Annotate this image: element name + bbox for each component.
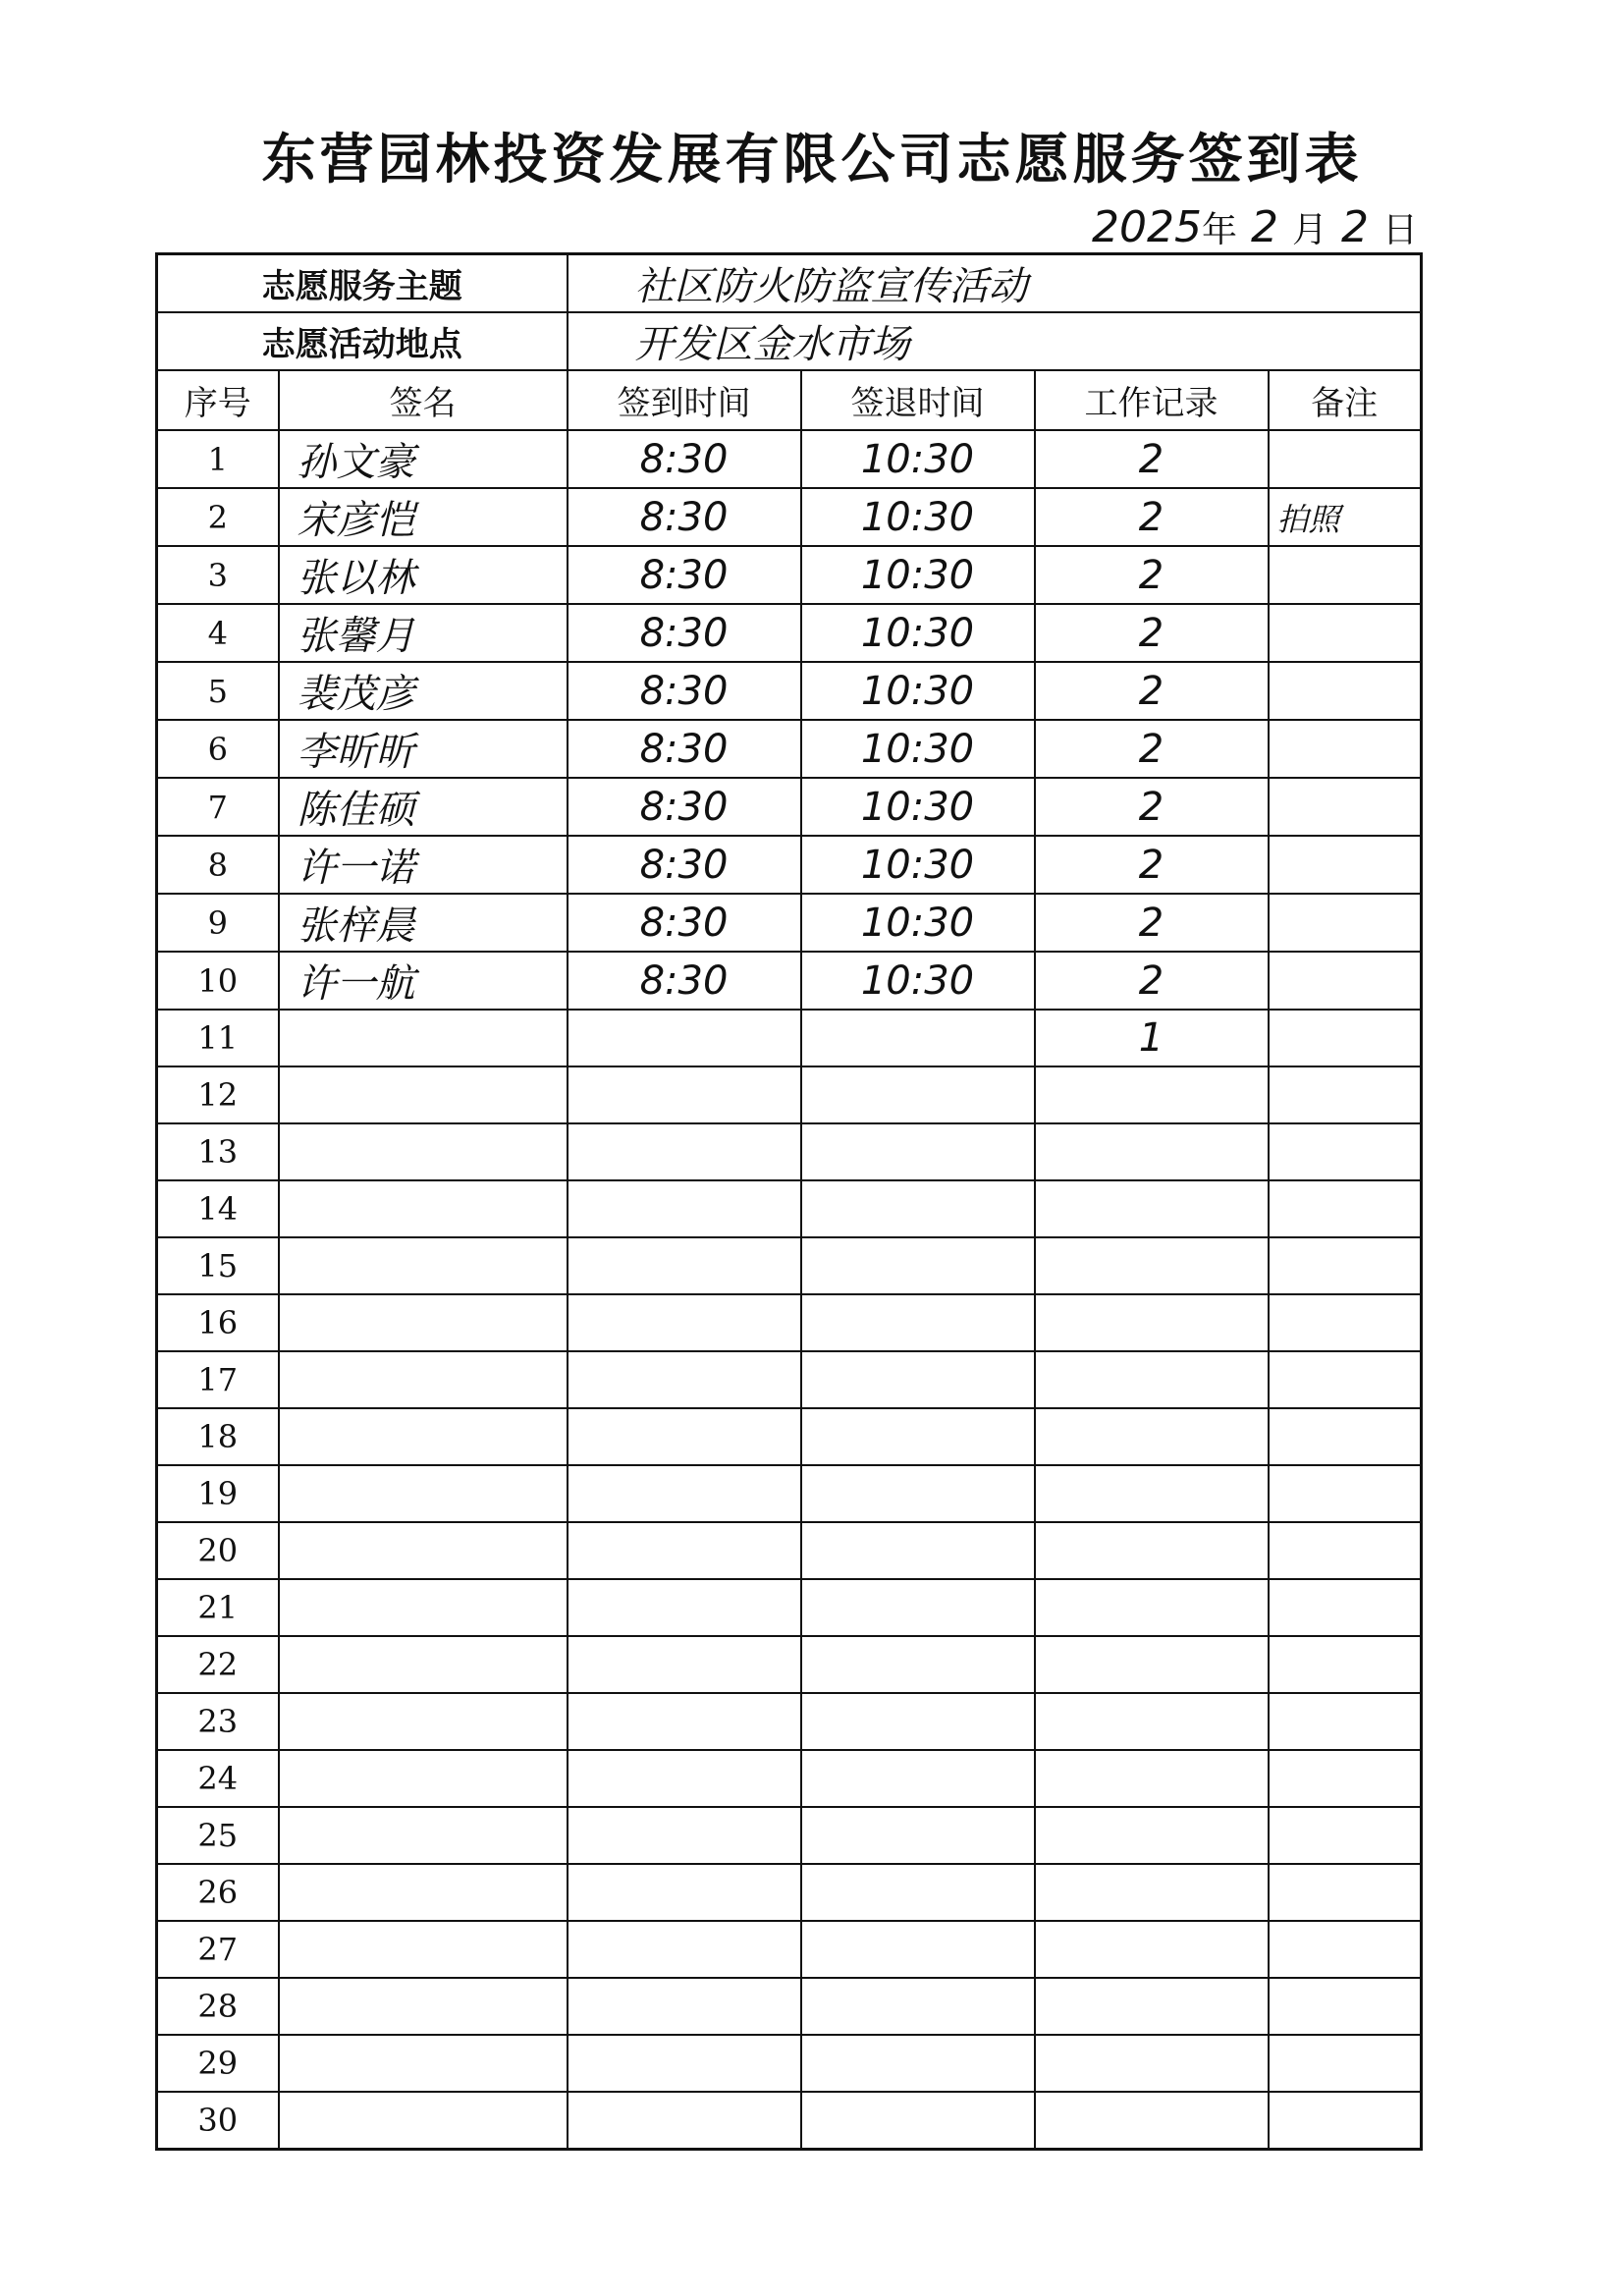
column-header-signature: 签名	[279, 370, 568, 430]
location-row	[157, 312, 1422, 370]
table-row	[157, 1010, 1422, 1066]
work-record-cell	[1035, 1351, 1269, 1408]
work-record-cell	[1035, 1237, 1269, 1294]
table-row	[157, 1522, 1422, 1579]
sign-out-time-cell	[801, 1351, 1035, 1408]
remarks-cell	[1269, 1066, 1422, 1123]
table-row	[157, 662, 1422, 720]
row-number-cell: 17	[157, 1351, 279, 1408]
row-number-cell: 24	[157, 1750, 279, 1807]
remarks-cell	[1269, 894, 1422, 952]
sign-in-time-cell: 8:30	[568, 430, 801, 488]
row-number-cell: 5	[157, 662, 279, 720]
date-month-label: 月	[1292, 210, 1328, 250]
table-row	[157, 1807, 1422, 1864]
table-row	[157, 1750, 1422, 1807]
column-header-sign-in-time: 签到时间	[568, 370, 801, 430]
work-record-cell	[1035, 1579, 1269, 1636]
work-record-cell	[1035, 1180, 1269, 1237]
sign-in-time-cell	[568, 1066, 801, 1123]
signature-cell	[279, 1010, 568, 1066]
remarks-cell	[1269, 2035, 1422, 2092]
sign-out-time-cell	[801, 1180, 1035, 1237]
date-month: 2	[1251, 202, 1278, 252]
work-record-cell: 2	[1035, 662, 1269, 720]
row-number-cell: 2	[157, 488, 279, 546]
sign-out-time-cell: 10:30	[801, 488, 1035, 546]
remarks-cell	[1269, 1522, 1422, 1579]
sign-in-time-cell	[568, 1636, 801, 1693]
sign-in-time-cell: 8:30	[568, 604, 801, 662]
row-number-cell: 28	[157, 1978, 279, 2035]
sign-in-time-cell	[568, 1294, 801, 1351]
sign-out-time-cell	[801, 1636, 1035, 1693]
sign-out-time-cell	[801, 1408, 1035, 1465]
work-record-cell: 2	[1035, 604, 1269, 662]
sign-out-time-cell	[801, 1750, 1035, 1807]
signature-cell	[279, 2092, 568, 2150]
date-year: 2025	[1092, 202, 1202, 252]
remarks-cell	[1269, 430, 1422, 488]
sign-in-time-cell: 8:30	[568, 488, 801, 546]
signature-cell	[279, 1636, 568, 1693]
row-number-cell: 1	[157, 430, 279, 488]
remarks-cell	[1269, 1807, 1422, 1864]
table-row	[157, 1066, 1422, 1123]
table-row	[157, 2035, 1422, 2092]
signature-cell: 宋彦恺	[279, 488, 568, 546]
sign-in-time-cell: 8:30	[568, 778, 801, 836]
row-number-cell: 11	[157, 1010, 279, 1066]
sign-out-time-cell: 10:30	[801, 720, 1035, 778]
table-row	[157, 1180, 1422, 1237]
remarks-cell	[1269, 662, 1422, 720]
signature-cell	[279, 1237, 568, 1294]
row-number-cell: 25	[157, 1807, 279, 1864]
theme-row	[157, 254, 1422, 313]
work-record-cell: 2	[1035, 488, 1269, 546]
sign-in-time-cell	[568, 1408, 801, 1465]
row-number-cell: 16	[157, 1294, 279, 1351]
table-row	[157, 894, 1422, 952]
work-record-cell	[1035, 1294, 1269, 1351]
row-number-cell: 14	[157, 1180, 279, 1237]
sign-in-time-cell: 8:30	[568, 720, 801, 778]
column-header-sign-out-time: 签退时间	[801, 370, 1035, 430]
work-record-cell: 2	[1035, 952, 1269, 1010]
signature-cell	[279, 1921, 568, 1978]
work-record-cell	[1035, 1465, 1269, 1522]
sign-in-time-cell	[568, 2035, 801, 2092]
sign-out-time-cell	[801, 1294, 1035, 1351]
row-number-cell: 23	[157, 1693, 279, 1750]
sign-out-time-cell	[801, 1807, 1035, 1864]
work-record-cell: 2	[1035, 430, 1269, 488]
signature-cell	[279, 1807, 568, 1864]
row-number-cell: 6	[157, 720, 279, 778]
row-number-cell: 3	[157, 546, 279, 604]
table-row	[157, 720, 1422, 778]
sign-in-time-cell	[568, 1579, 801, 1636]
theme-value: 社区防火防盗宣传活动	[568, 254, 1422, 313]
sign-date	[1092, 202, 1418, 252]
date-day-label: 日	[1382, 210, 1419, 250]
signature-cell: 陈佳硕	[279, 778, 568, 836]
remarks-cell	[1269, 1180, 1422, 1237]
sign-out-time-cell	[801, 1522, 1035, 1579]
sign-out-time-cell	[801, 1066, 1035, 1123]
location-label: 志愿活动地点	[157, 312, 568, 370]
signature-cell	[279, 1408, 568, 1465]
table-row	[157, 1351, 1422, 1408]
signature-cell	[279, 1351, 568, 1408]
sign-in-time-cell	[568, 1807, 801, 1864]
sign-in-time-cell	[568, 1693, 801, 1750]
sign-out-time-cell: 10:30	[801, 952, 1035, 1010]
remarks-cell	[1269, 1123, 1422, 1180]
table-row	[157, 836, 1422, 894]
table-row	[157, 2092, 1422, 2150]
remarks-cell	[1269, 1010, 1422, 1066]
sign-in-time-cell	[568, 1237, 801, 1294]
work-record-cell	[1035, 1807, 1269, 1864]
sign-out-time-cell: 10:30	[801, 604, 1035, 662]
remarks-cell	[1269, 1921, 1422, 1978]
signature-cell	[279, 1123, 568, 1180]
table-row	[157, 1237, 1422, 1294]
work-record-cell	[1035, 2035, 1269, 2092]
column-header-no: 序号	[157, 370, 279, 430]
sign-out-time-cell: 10:30	[801, 778, 1035, 836]
sign-out-time-cell: 10:30	[801, 662, 1035, 720]
work-record-cell: 2	[1035, 778, 1269, 836]
sign-out-time-cell	[801, 1978, 1035, 2035]
row-number-cell: 4	[157, 604, 279, 662]
sign-out-time-cell: 10:30	[801, 894, 1035, 952]
table-row	[157, 952, 1422, 1010]
date-year-label: 年	[1201, 210, 1237, 250]
work-record-cell	[1035, 1978, 1269, 2035]
document-title: 东营园林投资发展有限公司志愿服务签到表	[261, 128, 1363, 191]
table-row	[157, 546, 1422, 604]
signature-cell	[279, 1180, 568, 1237]
remarks-cell	[1269, 1864, 1422, 1921]
row-number-cell: 8	[157, 836, 279, 894]
sign-out-time-cell	[801, 1864, 1035, 1921]
remarks-cell	[1269, 1579, 1422, 1636]
theme-label: 志愿服务主题	[157, 254, 568, 313]
work-record-cell	[1035, 1921, 1269, 1978]
table-row	[157, 430, 1422, 488]
table-row	[157, 488, 1422, 546]
remarks-cell: 拍照	[1269, 488, 1422, 546]
row-number-cell: 18	[157, 1408, 279, 1465]
work-record-cell: 2	[1035, 836, 1269, 894]
work-record-cell	[1035, 1750, 1269, 1807]
row-number-cell: 12	[157, 1066, 279, 1123]
signature-cell: 李昕昕	[279, 720, 568, 778]
sign-in-time-cell	[568, 1750, 801, 1807]
remarks-cell	[1269, 1237, 1422, 1294]
row-number-cell: 7	[157, 778, 279, 836]
sign-out-time-cell	[801, 1010, 1035, 1066]
signature-cell: 孙文豪	[279, 430, 568, 488]
signature-cell: 张以林	[279, 546, 568, 604]
signature-cell: 张梓晨	[279, 894, 568, 952]
row-number-cell: 19	[157, 1465, 279, 1522]
column-header-remarks: 备注	[1269, 370, 1422, 430]
row-number-cell: 13	[157, 1123, 279, 1180]
row-number-cell: 22	[157, 1636, 279, 1693]
work-record-cell	[1035, 1123, 1269, 1180]
remarks-cell	[1269, 1636, 1422, 1693]
row-number-cell: 26	[157, 1864, 279, 1921]
sign-out-time-cell	[801, 2035, 1035, 2092]
work-record-cell	[1035, 1522, 1269, 1579]
sign-out-time-cell	[801, 1579, 1035, 1636]
sign-in-time-cell: 8:30	[568, 546, 801, 604]
row-number-cell: 30	[157, 2092, 279, 2150]
date-day: 2	[1341, 202, 1370, 252]
sign-in-time-cell	[568, 1123, 801, 1180]
table-row	[157, 1693, 1422, 1750]
sign-in-time-cell	[568, 1180, 801, 1237]
sign-in-time-cell	[568, 2092, 801, 2150]
sign-in-time-cell: 8:30	[568, 894, 801, 952]
sign-in-time-cell: 8:30	[568, 952, 801, 1010]
sign-out-time-cell: 10:30	[801, 430, 1035, 488]
table-row	[157, 1579, 1422, 1636]
remarks-cell	[1269, 952, 1422, 1010]
work-record-cell: 2	[1035, 546, 1269, 604]
table-row	[157, 1123, 1422, 1180]
location-value: 开发区金水市场	[568, 312, 1422, 370]
table-row	[157, 1294, 1422, 1351]
row-number-cell: 20	[157, 1522, 279, 1579]
row-number-cell: 21	[157, 1579, 279, 1636]
remarks-cell	[1269, 1465, 1422, 1522]
remarks-cell	[1269, 836, 1422, 894]
signature-cell	[279, 1864, 568, 1921]
sign-out-time-cell: 10:30	[801, 836, 1035, 894]
row-number-cell: 9	[157, 894, 279, 952]
signature-cell: 许一诺	[279, 836, 568, 894]
sign-in-time-cell	[568, 1921, 801, 1978]
column-header-row	[157, 370, 1422, 430]
table-row	[157, 1864, 1422, 1921]
signature-cell	[279, 1978, 568, 2035]
work-record-cell: 2	[1035, 894, 1269, 952]
work-record-cell	[1035, 1864, 1269, 1921]
table-row	[157, 1921, 1422, 1978]
signature-cell: 许一航	[279, 952, 568, 1010]
sign-out-time-cell	[801, 1123, 1035, 1180]
work-record-cell	[1035, 2092, 1269, 2150]
remarks-cell	[1269, 1408, 1422, 1465]
remarks-cell	[1269, 1351, 1422, 1408]
row-number-cell: 10	[157, 952, 279, 1010]
work-record-cell	[1035, 1693, 1269, 1750]
sign-out-time-cell	[801, 1237, 1035, 1294]
signature-cell	[279, 1066, 568, 1123]
sign-in-table	[155, 252, 1423, 2151]
sign-in-time-cell	[568, 1465, 801, 1522]
sign-in-time-cell	[568, 1522, 801, 1579]
remarks-cell	[1269, 778, 1422, 836]
table-row	[157, 604, 1422, 662]
table-row	[157, 1978, 1422, 2035]
signature-cell	[279, 1465, 568, 1522]
signature-cell	[279, 1294, 568, 1351]
remarks-cell	[1269, 1978, 1422, 2035]
remarks-cell	[1269, 1693, 1422, 1750]
table-row	[157, 1465, 1422, 1522]
signature-cell	[279, 1693, 568, 1750]
sign-in-time-cell: 8:30	[568, 836, 801, 894]
remarks-cell	[1269, 2092, 1422, 2150]
signature-cell	[279, 1750, 568, 1807]
row-number-cell: 27	[157, 1921, 279, 1978]
sign-in-time-cell: 8:30	[568, 662, 801, 720]
sign-out-time-cell: 10:30	[801, 546, 1035, 604]
remarks-cell	[1269, 720, 1422, 778]
work-record-cell	[1035, 1636, 1269, 1693]
work-record-cell	[1035, 1408, 1269, 1465]
remarks-cell	[1269, 546, 1422, 604]
sign-out-time-cell	[801, 1693, 1035, 1750]
table-row	[157, 1408, 1422, 1465]
sign-in-time-cell	[568, 1010, 801, 1066]
signature-cell: 裴茂彦	[279, 662, 568, 720]
sign-out-time-cell	[801, 1465, 1035, 1522]
table-row	[157, 1636, 1422, 1693]
sign-in-time-cell	[568, 1351, 801, 1408]
signature-cell	[279, 1579, 568, 1636]
sign-out-time-cell	[801, 2092, 1035, 2150]
sign-in-time-cell	[568, 1978, 801, 2035]
signature-cell: 张馨月	[279, 604, 568, 662]
remarks-cell	[1269, 1294, 1422, 1351]
work-record-cell: 1	[1035, 1010, 1269, 1066]
work-record-cell: 2	[1035, 720, 1269, 778]
work-record-cell	[1035, 1066, 1269, 1123]
row-number-cell: 15	[157, 1237, 279, 1294]
column-header-work-record: 工作记录	[1035, 370, 1269, 430]
remarks-cell	[1269, 604, 1422, 662]
remarks-cell	[1269, 1750, 1422, 1807]
signature-cell	[279, 2035, 568, 2092]
table-row	[157, 778, 1422, 836]
signature-cell	[279, 1522, 568, 1579]
row-number-cell: 29	[157, 2035, 279, 2092]
sign-in-time-cell	[568, 1864, 801, 1921]
sign-out-time-cell	[801, 1921, 1035, 1978]
